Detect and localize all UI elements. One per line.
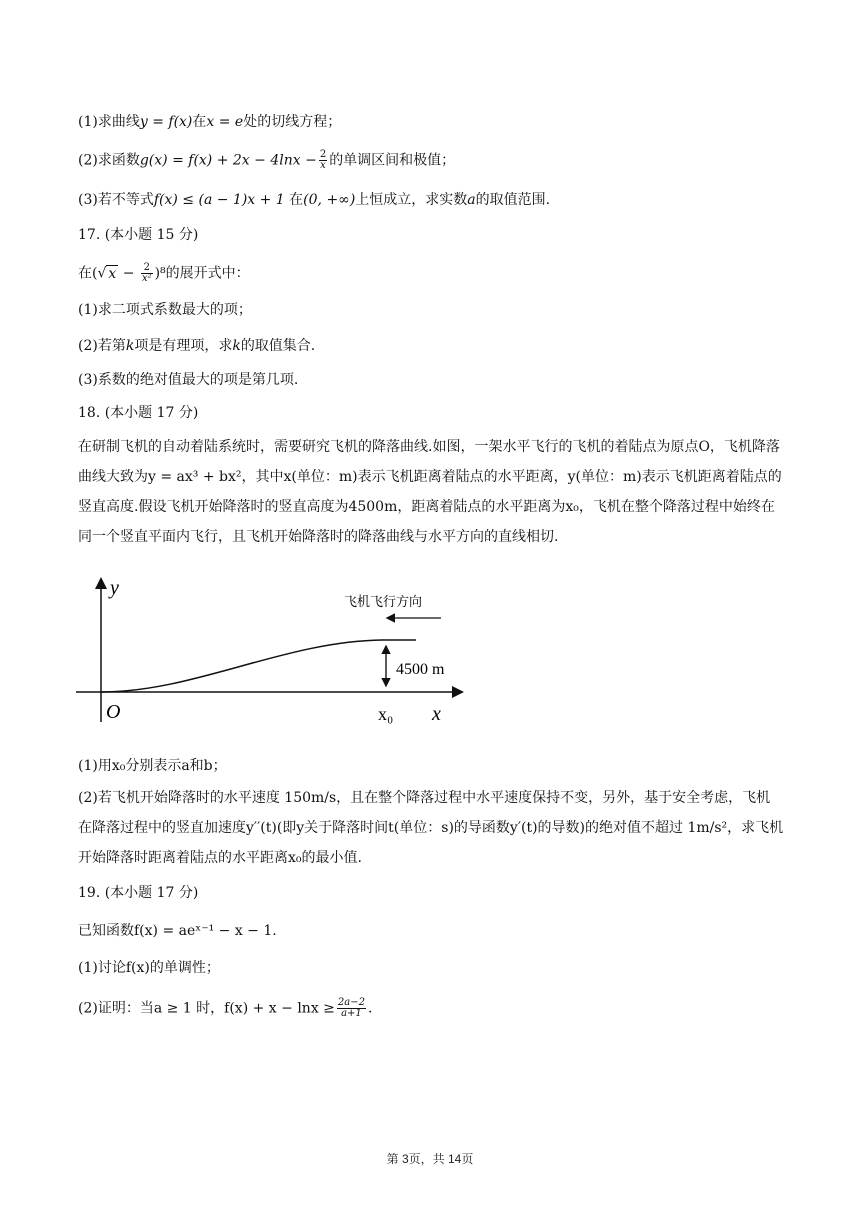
q18-figure — [76, 572, 476, 732]
fraction: $\frac{2}{x}$ — [319, 149, 327, 171]
x-label: x — [432, 703, 441, 725]
x0-label: x₀ — [378, 704, 394, 724]
q17-part1: (1)求二项式系数最大的项； — [78, 302, 252, 318]
q19-header: 19. (本小题 17 分) — [78, 885, 199, 901]
q17-part3: (3)系数的绝对值最大的项是第几项. — [78, 372, 299, 388]
fraction: $\frac{2a-2}{a+1}$ — [337, 997, 365, 1019]
descent-curve — [101, 640, 416, 692]
y-label: y — [110, 577, 119, 599]
q18-statement: 在研制飞机的自动着陆系统时，需要研究飞机的降落曲线.如图，一架水平飞行的飞机的着陆点为原点O，飞机降落曲线大致为y = ax³ + bx²，其中x(单位：m)表示飞机距离着陆点的水平距离，y(单位：m)表示飞机距离着陆点的竖直高度.假设飞机开始降落时的竖直高度为4500m，距离着陆点的水平距离为x₀，飞机在整个降落过程中始终在同一个竖直平面内飞行，且飞机开始降落时的降落曲线与水平方向的直线相切. — [78, 439, 782, 545]
q16-part3: (3)若不等式f(x) ≤ (a − 1)x + 1 在(0, +∞)上恒成立，求实数a的取值范围. — [78, 192, 551, 208]
q17-part2: (2)若第k项是有理项，求k的取值集合. — [78, 338, 316, 354]
q16-part1: (1)求曲线y = f(x)在x = e处的切线方程； — [78, 114, 342, 130]
q19-part2: (2)证明：当a ≥ 1 时，f(x) + x − lnx ≥ $\frac{2a-2}{a+1}$ . — [78, 997, 373, 1019]
q19-intro: 已知函数f(x) = aeˣ⁻¹ − x − 1. — [78, 923, 277, 939]
q17-intro: 在(√ x − $\frac{2}{\text{x²}}$ )⁸的展开式中： — [78, 262, 250, 284]
q17-header: 17. (本小题 15 分) — [78, 227, 199, 243]
q18-part2: (2)若飞机开始降落时的水平速度 150m/s，且在整个降落过程中水平速度保持不变，另外，基于安全考虑，飞机在降落过程中的竖直加速度y′′(t)(即y关于降落时间t(单位：s)的导函数y′(t)的导数)的绝对值不超过 1m/s²，求飞机开始降落时距离着陆点的水平距离x₀的最小值. — [78, 790, 784, 866]
origin-label: O — [106, 701, 121, 723]
page-footer: 第 3页，共 14页 — [386, 1152, 474, 1166]
q16-part2: (2)求函数g(x) = f(x) + 2x − 4lnx − $\frac{2}{x}$ 的单调区间和极值； — [78, 149, 456, 171]
q19-part1: (1)讨论f(x)的单调性； — [78, 960, 220, 976]
height-label: 4500 m — [396, 661, 445, 678]
direction-label: 飞机飞行方向 — [344, 594, 423, 609]
q18-part1: (1)用x₀分别表示a和b； — [78, 758, 227, 774]
q18-header: 18. (本小题 17 分) — [78, 405, 199, 421]
fraction: $\frac{2}{\text{x²}}$ — [141, 262, 152, 284]
